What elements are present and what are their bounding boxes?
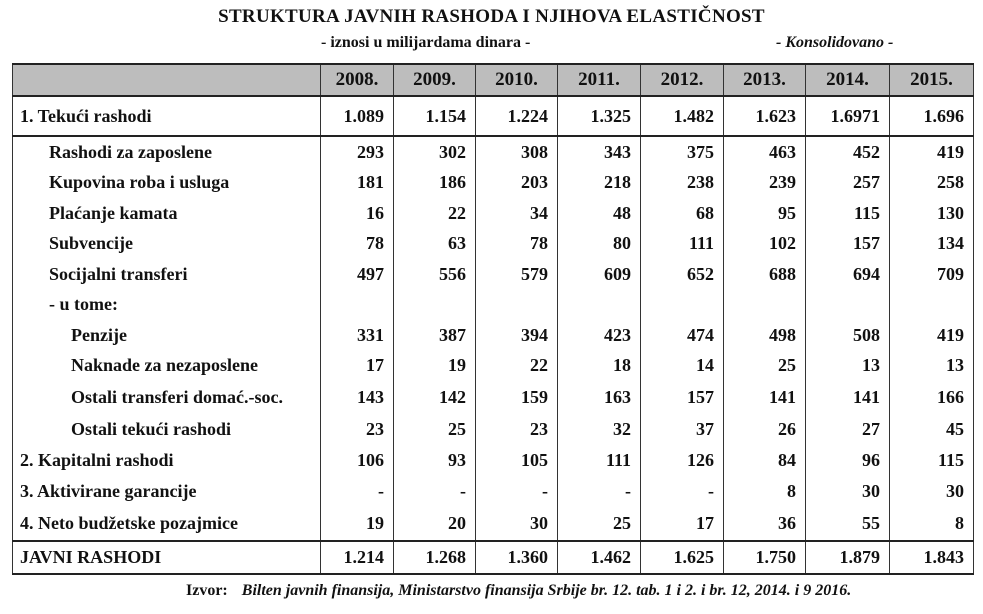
value-cell: 14: [641, 351, 724, 382]
value-cell: 80: [558, 229, 641, 260]
value-cell: 258: [890, 168, 974, 199]
header-label-cell: [13, 64, 321, 96]
value-cell: 55: [806, 508, 890, 541]
table-row: [13, 229, 974, 260]
value-cell: 556: [394, 259, 476, 290]
value-cell: 130: [890, 198, 974, 229]
value-cell: 141: [724, 381, 806, 413]
value-cell: 1.6971: [806, 96, 890, 136]
value-cell: 257: [806, 168, 890, 199]
value-cell: 1.625: [641, 541, 724, 574]
value-cell: 1.696: [890, 96, 974, 136]
value-cell: 186: [394, 168, 476, 199]
year-header: 2009.: [394, 64, 476, 96]
value-cell: 13: [806, 351, 890, 382]
value-cell: 105: [476, 445, 558, 476]
value-cell: 694: [806, 259, 890, 290]
year-header: 2013.: [724, 64, 806, 96]
row-label: Plaćanje kamata: [13, 198, 321, 229]
row-label: Ostali transferi domać.-soc.: [13, 381, 321, 413]
value-cell: 19: [394, 351, 476, 382]
table-row: [13, 198, 974, 229]
value-cell: 78: [321, 229, 394, 260]
value-cell: -: [641, 476, 724, 508]
table-row: [13, 136, 974, 168]
value-cell: 37: [641, 413, 724, 445]
value-cell: 17: [321, 351, 394, 382]
year-header: 2015.: [890, 64, 974, 96]
table-row: [13, 259, 974, 290]
source-text: Bilten javnih finansija, Ministarstvo finansija Srbije br. 12. tab. 1 i 2. i br. 12, 2014. i 9 2016.: [241, 582, 852, 599]
source-label: Izvor:: [186, 582, 228, 599]
value-cell: 166: [890, 381, 974, 413]
row-label: Ostali tekući rashodi: [13, 413, 321, 445]
value-cell: 143: [321, 381, 394, 413]
value-cell: 474: [641, 320, 724, 351]
value-cell: 1.268: [394, 541, 476, 574]
value-cell: 1.214: [321, 541, 394, 574]
source-note: [186, 582, 851, 600]
value-cell: 508: [806, 320, 890, 351]
table-row: [13, 541, 974, 574]
value-cell: 8: [724, 476, 806, 508]
value-cell: 30: [890, 476, 974, 508]
table-row: [13, 96, 974, 136]
value-cell: 111: [558, 445, 641, 476]
value-cell: [321, 290, 394, 321]
value-cell: 375: [641, 136, 724, 168]
value-cell: 709: [890, 259, 974, 290]
value-cell: 1.224: [476, 96, 558, 136]
value-cell: 423: [558, 320, 641, 351]
value-cell: 63: [394, 229, 476, 260]
value-cell: 157: [806, 229, 890, 260]
row-label: - u tome:: [13, 290, 321, 321]
value-cell: [641, 290, 724, 321]
value-cell: 497: [321, 259, 394, 290]
table-row: [13, 508, 974, 541]
year-header: 2010.: [476, 64, 558, 96]
value-cell: 95: [724, 198, 806, 229]
value-cell: 1.360: [476, 541, 558, 574]
table-row: [13, 445, 974, 476]
value-cell: 463: [724, 136, 806, 168]
value-cell: 30: [476, 508, 558, 541]
value-cell: 141: [806, 381, 890, 413]
value-cell: 30: [806, 476, 890, 508]
value-cell: 163: [558, 381, 641, 413]
value-cell: 1.325: [558, 96, 641, 136]
value-cell: [724, 290, 806, 321]
value-cell: 387: [394, 320, 476, 351]
value-cell: 181: [321, 168, 394, 199]
value-cell: 115: [890, 445, 974, 476]
value-cell: 498: [724, 320, 806, 351]
value-cell: 134: [890, 229, 974, 260]
value-cell: 688: [724, 259, 806, 290]
value-cell: -: [394, 476, 476, 508]
value-cell: 8: [890, 508, 974, 541]
value-cell: 1.462: [558, 541, 641, 574]
header-row: [13, 64, 974, 96]
value-cell: 84: [724, 445, 806, 476]
value-cell: 239: [724, 168, 806, 199]
value-cell: 45: [890, 413, 974, 445]
value-cell: 203: [476, 168, 558, 199]
value-cell: [394, 290, 476, 321]
value-cell: 293: [321, 136, 394, 168]
value-cell: -: [558, 476, 641, 508]
value-cell: 96: [806, 445, 890, 476]
value-cell: 652: [641, 259, 724, 290]
row-label: Socijalni transferi: [13, 259, 321, 290]
value-cell: 36: [724, 508, 806, 541]
value-cell: 238: [641, 168, 724, 199]
value-cell: 142: [394, 381, 476, 413]
value-cell: 1.154: [394, 96, 476, 136]
value-cell: 1.879: [806, 541, 890, 574]
table-row: [13, 381, 974, 413]
value-cell: 1.089: [321, 96, 394, 136]
value-cell: 26: [724, 413, 806, 445]
value-cell: 159: [476, 381, 558, 413]
value-cell: 22: [476, 351, 558, 382]
expenditure-table: [12, 63, 974, 575]
row-label: Naknade za nezaposlene: [13, 351, 321, 382]
value-cell: 25: [558, 508, 641, 541]
value-cell: 25: [724, 351, 806, 382]
row-label: 2. Kapitalni rashodi: [13, 445, 321, 476]
value-cell: 218: [558, 168, 641, 199]
value-cell: 19: [321, 508, 394, 541]
value-cell: 106: [321, 445, 394, 476]
value-cell: 452: [806, 136, 890, 168]
value-cell: [558, 290, 641, 321]
value-cell: 93: [394, 445, 476, 476]
value-cell: 13: [890, 351, 974, 382]
year-header: 2012.: [641, 64, 724, 96]
value-cell: 308: [476, 136, 558, 168]
year-header: 2014.: [806, 64, 890, 96]
value-cell: [890, 290, 974, 321]
units-subtitle: - iznosi u milijardama dinara -: [321, 34, 531, 51]
value-cell: 111: [641, 229, 724, 260]
value-cell: -: [321, 476, 394, 508]
value-cell: 22: [394, 198, 476, 229]
value-cell: 609: [558, 259, 641, 290]
consolidated-note: - Konsolidovano -: [776, 34, 894, 51]
value-cell: 18: [558, 351, 641, 382]
value-cell: [476, 290, 558, 321]
value-cell: 579: [476, 259, 558, 290]
row-label: Rashodi za zaposlene: [13, 136, 321, 168]
row-label: 4. Neto budžetske pozajmice: [13, 508, 321, 541]
row-label: Subvencije: [13, 229, 321, 260]
value-cell: 419: [890, 136, 974, 168]
value-cell: 68: [641, 198, 724, 229]
value-cell: 343: [558, 136, 641, 168]
row-label: JAVNI RASHODI: [13, 541, 321, 574]
value-cell: 302: [394, 136, 476, 168]
table-row: [13, 476, 974, 508]
value-cell: 1.843: [890, 541, 974, 574]
value-cell: 27: [806, 413, 890, 445]
value-cell: 34: [476, 198, 558, 229]
value-cell: -: [476, 476, 558, 508]
table-row: [13, 290, 974, 321]
value-cell: 1.482: [641, 96, 724, 136]
value-cell: 419: [890, 320, 974, 351]
value-cell: 17: [641, 508, 724, 541]
value-cell: 1.623: [724, 96, 806, 136]
row-label: Kupovina roba i usluga: [13, 168, 321, 199]
value-cell: 32: [558, 413, 641, 445]
value-cell: 20: [394, 508, 476, 541]
year-header: 2008.: [321, 64, 394, 96]
table-row: [13, 351, 974, 382]
value-cell: 102: [724, 229, 806, 260]
value-cell: 331: [321, 320, 394, 351]
page-title: STRUKTURA JAVNIH RASHODA I NJIHOVA ELASTIČNOST: [218, 6, 765, 27]
year-header: 2011.: [558, 64, 641, 96]
value-cell: 126: [641, 445, 724, 476]
value-cell: 48: [558, 198, 641, 229]
value-cell: 78: [476, 229, 558, 260]
row-label: 3. Aktivirane garancije: [13, 476, 321, 508]
value-cell: 23: [321, 413, 394, 445]
value-cell: 1.750: [724, 541, 806, 574]
value-cell: [806, 290, 890, 321]
row-label: 1. Tekući rashodi: [13, 96, 321, 136]
value-cell: 115: [806, 198, 890, 229]
table-row: [13, 413, 974, 445]
value-cell: 25: [394, 413, 476, 445]
value-cell: 23: [476, 413, 558, 445]
row-label: Penzije: [13, 320, 321, 351]
value-cell: 16: [321, 198, 394, 229]
value-cell: 157: [641, 381, 724, 413]
value-cell: 394: [476, 320, 558, 351]
table-row: [13, 320, 974, 351]
table-row: [13, 168, 974, 199]
